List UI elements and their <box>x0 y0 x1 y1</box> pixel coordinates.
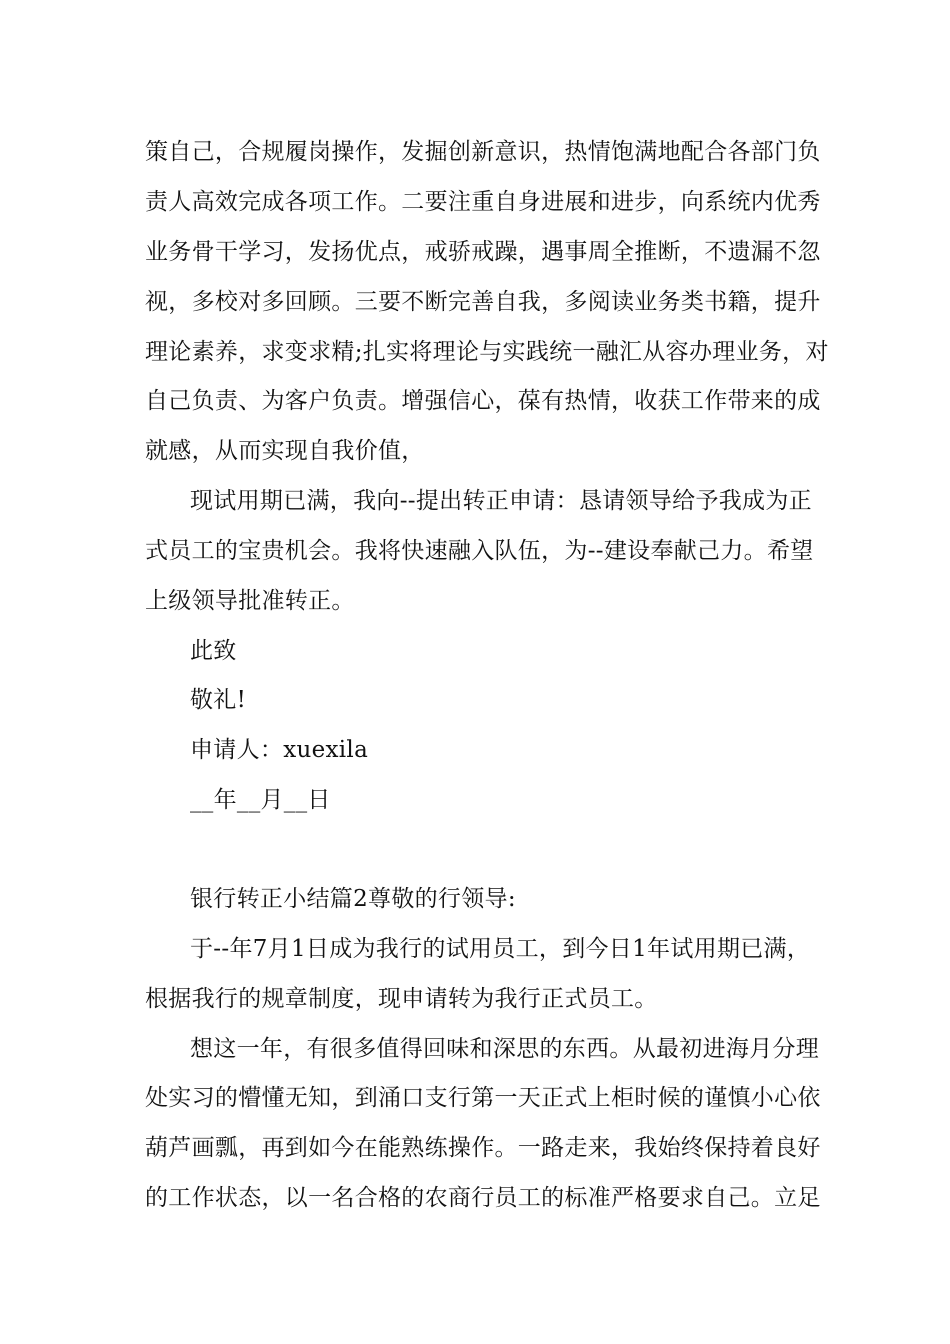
paragraph-line: 自己负责、为客户负责。增强信心，葆有热情，收获工作带来的成 <box>145 388 821 414</box>
paragraph-line: 责人高效完成各项工作。二要注重自身进展和进步，向系统内优秀 <box>145 189 821 215</box>
paragraph-line: 上级领导批准转正。 <box>145 588 355 614</box>
paragraph-line: 处实习的懵懂无知，到涌口支行第一天正式上柜时候的谨慎小心依 <box>145 1085 821 1111</box>
paragraph-line: 视，多校对多回顾。三要不断完善自我，多阅读业务类书籍，提升 <box>145 289 821 315</box>
section-heading: 银行转正小结篇2尊敬的行领导: <box>190 886 516 912</box>
paragraph-line: 策自己，合规履岗操作，发掘创新意识，热情饱满地配合各部门负 <box>145 139 821 165</box>
paragraph-line: 业务骨干学习，发扬优点，戒骄戒躁，遇事周全推断，不遗漏不忽 <box>145 239 821 265</box>
paragraph-line: 葫芦画瓢，再到如今在能熟练操作。一路走来，我始终保持着良好 <box>145 1135 821 1161</box>
salutation-text: 敬礼! <box>190 687 247 713</box>
date-line: __年__月__日 <box>190 787 331 813</box>
closing-text: 此致 <box>190 638 237 664</box>
paragraph-line: 想这一年，有很多值得回味和深思的东西。从最初进海月分理 <box>190 1036 820 1062</box>
paragraph-line: 式员工的宝贵机会。我将快速融入队伍，为--建设奉献己力。希望 <box>145 538 814 564</box>
paragraph-line: 现试用期已满，我向--提出转正申请：恳请领导给予我成为正 <box>190 488 812 514</box>
paragraph-line: 就感，从而实现自我价值， <box>145 438 425 464</box>
paragraph-line: 理论素养，求变求精;扎实将理论与实践统一融汇从容办理业务，对 <box>145 339 829 365</box>
applicant-line: 申请人：xuexila <box>190 737 369 763</box>
paragraph-line: 根据我行的规章制度，现申请转为我行正式员工。 <box>145 986 658 1012</box>
paragraph-line: 的工作状态，以一名合格的农商行员工的标准严格要求自己。立足 <box>145 1185 821 1211</box>
paragraph-line: 于--年7月1日成为我行的试用员工，到今日1年试用期已满， <box>190 936 811 962</box>
